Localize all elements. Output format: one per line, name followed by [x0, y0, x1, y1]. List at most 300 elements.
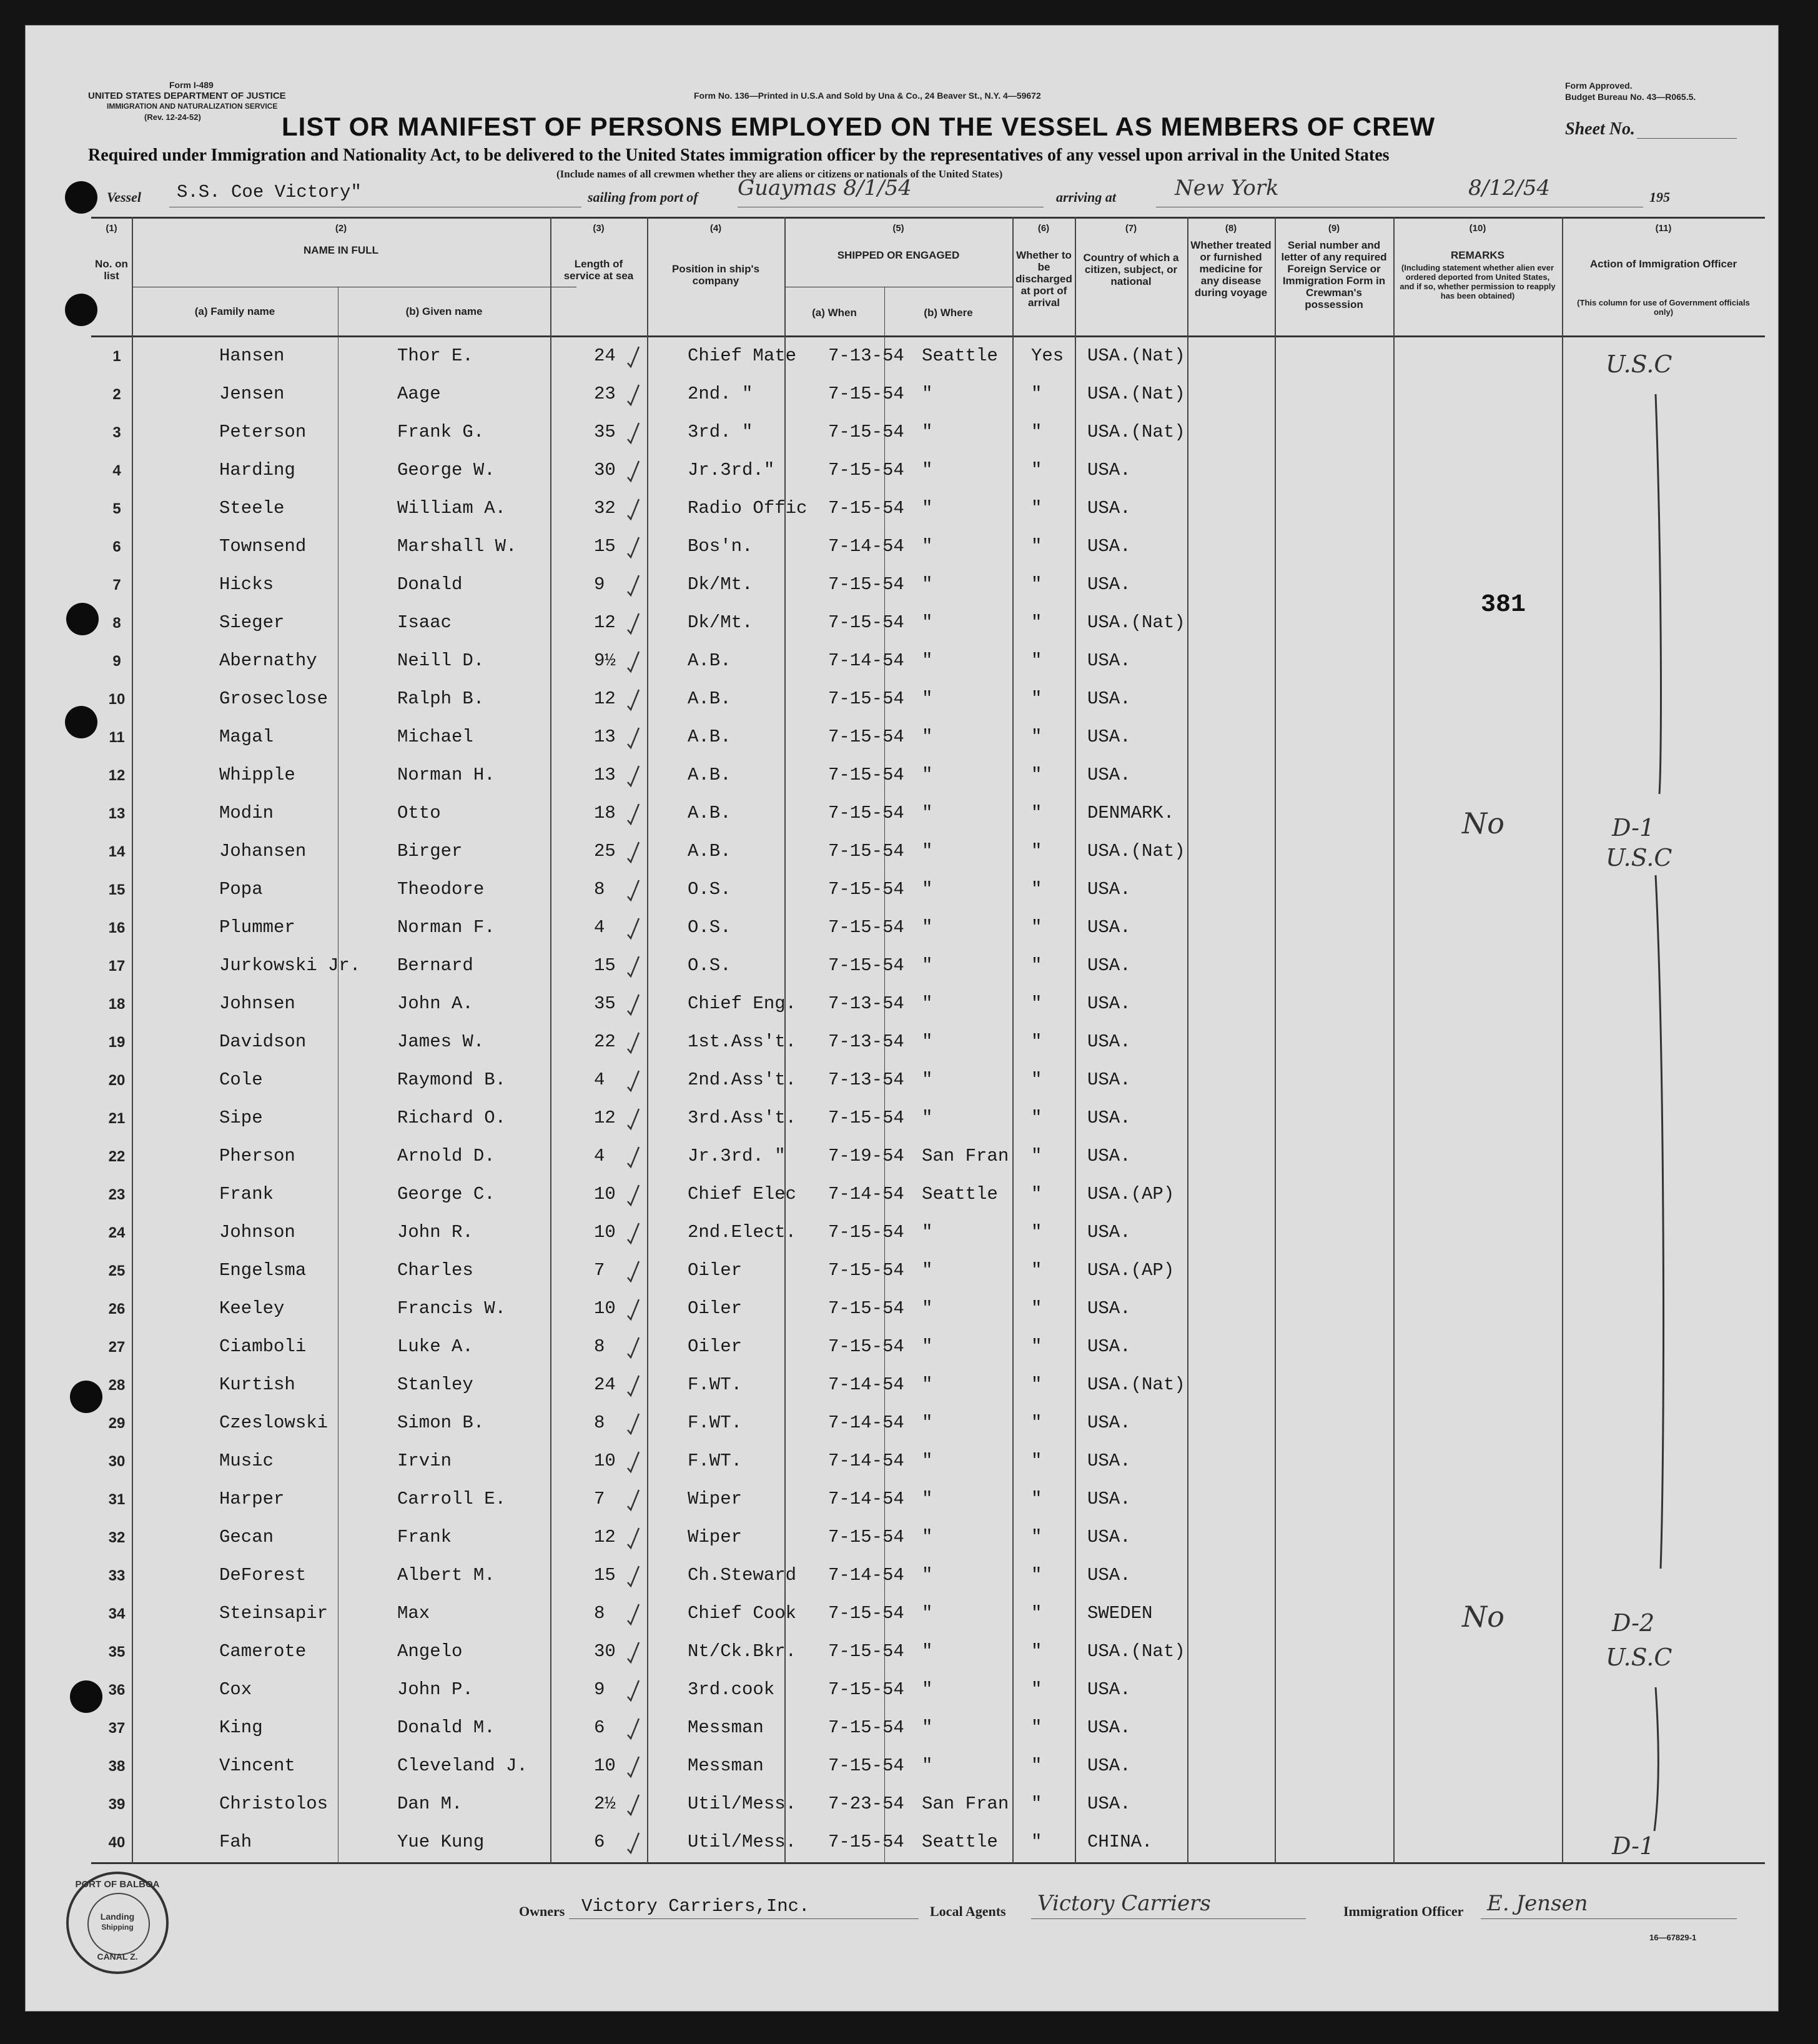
check-mark-icon — [625, 1678, 641, 1703]
cell-country: USA. — [1087, 650, 1131, 671]
action-row-35: U.S.C — [1606, 1644, 1672, 1671]
cell-where: Seattle — [922, 1184, 998, 1204]
cell-where: " — [922, 879, 933, 900]
cell-country: SWEDEN — [1087, 1603, 1153, 1624]
row-number: 21 — [108, 1110, 126, 1127]
form-revision: (Rev. 12-24-52) — [144, 112, 201, 122]
cell-where: " — [922, 727, 933, 747]
check-mark-icon — [625, 535, 641, 560]
cell-position: A.B. — [688, 688, 731, 709]
cell-country: USA. — [1087, 1489, 1131, 1509]
cell-when: 7-15-54 — [828, 498, 904, 518]
cell-where: Seattle — [922, 345, 998, 366]
cell-given: John P. — [397, 1679, 473, 1700]
row-number: 27 — [108, 1339, 126, 1356]
col-2-header: NAME IN FULL — [304, 244, 378, 256]
cell-position: A.B. — [688, 650, 731, 671]
cell-service: 4 — [594, 917, 605, 938]
cell-country: USA.(Nat) — [1087, 612, 1185, 633]
cell-family: Jurkowski Jr. — [219, 955, 361, 976]
cell-where: " — [922, 460, 933, 480]
cell-family: Kurtish — [219, 1374, 295, 1395]
cell-where: " — [922, 841, 933, 861]
cell-given: Arnold D. — [397, 1146, 495, 1166]
cell-service: 6 — [594, 1832, 605, 1852]
service-name: IMMIGRATION AND NATURALIZATION SERVICE — [107, 102, 278, 111]
cell-given: John A. — [397, 993, 473, 1014]
cell-where: " — [922, 498, 933, 518]
cell-given: Angelo — [397, 1641, 463, 1662]
owners-label: Owners — [519, 1903, 565, 1919]
check-mark-icon — [625, 916, 641, 941]
col-2a-header: (a) Family name — [194, 305, 275, 317]
cell-family: Frank — [219, 1184, 274, 1204]
cell-given: Norman H. — [397, 765, 495, 785]
col-3-number: (3) — [593, 223, 605, 234]
cell-country: USA.(AP) — [1087, 1260, 1175, 1281]
cell-discharge: " — [1031, 1031, 1042, 1052]
row-number: 15 — [108, 881, 126, 898]
cell-given: Theodore — [397, 879, 485, 900]
cell-where: " — [922, 1108, 933, 1128]
row-number: 35 — [108, 1644, 126, 1660]
cell-position: Jr.3rd." — [688, 460, 775, 480]
cell-position: Util/Mess. — [688, 1832, 797, 1852]
check-mark-icon — [625, 497, 641, 522]
row-number: 38 — [108, 1758, 126, 1775]
cell-given: Raymond B. — [397, 1069, 506, 1090]
cell-when: 7-14-54 — [828, 536, 904, 557]
cell-country: USA. — [1087, 688, 1131, 709]
col-9-header: Serial number and letter of any required Foreign Service or Immigration Form in Crewman's possession — [1281, 239, 1387, 310]
cell-where: " — [922, 917, 933, 938]
cell-service: 24 — [594, 345, 616, 366]
cell-service: 2½ — [594, 1793, 616, 1814]
row-number: 22 — [108, 1148, 126, 1165]
col-10-header: REMARKS — [1451, 249, 1504, 261]
cell-discharge: " — [1031, 460, 1042, 480]
cell-family: Groseclose — [219, 688, 329, 709]
cell-family: Christolos — [219, 1793, 329, 1814]
check-mark-icon — [625, 382, 641, 407]
cell-country: USA. — [1087, 1031, 1131, 1052]
cell-discharge: " — [1031, 727, 1042, 747]
cell-service: 9 — [594, 1679, 605, 1700]
row-number: 19 — [108, 1034, 126, 1051]
cell-position: Dk/Mt. — [688, 574, 753, 595]
cell-given: Dan M. — [397, 1793, 463, 1814]
check-mark-icon — [625, 1335, 641, 1360]
cell-discharge: " — [1031, 917, 1042, 938]
row-number: 26 — [108, 1301, 126, 1317]
row-number: 32 — [108, 1529, 126, 1546]
cell-service: 8 — [594, 1336, 605, 1357]
cell-discharge: " — [1031, 1451, 1042, 1471]
row-number: 25 — [108, 1263, 126, 1279]
form-code: 16—67829-1 — [1649, 1933, 1697, 1942]
cell-family: Popa — [219, 879, 263, 900]
cell-when: 7-14-54 — [828, 1374, 904, 1395]
cell-where: " — [922, 765, 933, 785]
cell-position: 3rd.cook — [688, 1679, 775, 1700]
check-mark-icon — [625, 1640, 641, 1665]
cell-where: " — [922, 1755, 933, 1776]
cell-service: 23 — [594, 384, 616, 404]
cell-position: Wiper — [688, 1489, 743, 1509]
cell-country: USA.(Nat) — [1087, 384, 1185, 404]
cell-service: 6 — [594, 1717, 605, 1738]
cell-given: Luke A. — [397, 1336, 473, 1357]
cell-when: 7-15-54 — [828, 1603, 904, 1624]
action-row-40: D-1 — [1612, 1832, 1655, 1860]
cell-country: USA. — [1087, 1451, 1131, 1471]
cell-discharge: " — [1031, 1755, 1042, 1776]
row-number: 4 — [112, 462, 121, 479]
cell-position: Chief Cook — [688, 1603, 797, 1624]
cell-when: 7-15-54 — [828, 803, 904, 823]
cell-country: USA. — [1087, 1793, 1131, 1814]
cell-country: USA.(Nat) — [1087, 345, 1185, 366]
row-number: 7 — [112, 577, 121, 593]
col-4-number: (4) — [709, 223, 722, 234]
cell-service: 12 — [594, 1108, 616, 1128]
arriving-label: arriving at — [1056, 189, 1116, 205]
col-5-header: SHIPPED OR ENGAGED — [837, 249, 960, 261]
cell-discharge: " — [1031, 1222, 1042, 1243]
cell-discharge: " — [1031, 879, 1042, 900]
cell-when: 7-14-54 — [828, 650, 904, 671]
cell-country: USA. — [1087, 1336, 1131, 1357]
cell-country: CHINA. — [1087, 1832, 1153, 1852]
cell-discharge: " — [1031, 1641, 1042, 1662]
cell-position: A.B. — [688, 841, 731, 861]
check-mark-icon — [625, 420, 641, 445]
cell-position: A.B. — [688, 727, 731, 747]
cell-discharge: " — [1031, 1298, 1042, 1319]
cell-given: George W. — [397, 460, 495, 480]
cell-country: USA. — [1087, 1755, 1131, 1776]
cell-where: " — [922, 536, 933, 557]
cell-given: Frank G. — [397, 422, 485, 442]
cell-position: F.WT. — [688, 1412, 743, 1433]
cell-when: 7-14-54 — [828, 1489, 904, 1509]
cell-when: 7-15-54 — [828, 574, 904, 595]
cell-family: Davidson — [219, 1031, 307, 1052]
cell-country: USA. — [1087, 1146, 1131, 1166]
year-suffix: 195 — [1649, 189, 1670, 205]
cell-when: 7-23-54 — [828, 1793, 904, 1814]
cell-where: " — [922, 612, 933, 633]
col-7-number: (7) — [1125, 223, 1137, 234]
cell-family: Harper — [219, 1489, 285, 1509]
row-number: 5 — [112, 500, 121, 517]
cell-family: Modin — [219, 803, 274, 823]
col-11-header: Action of Immigration Officer — [1589, 258, 1737, 270]
cell-where: " — [922, 1069, 933, 1090]
cell-service: 9 — [594, 574, 605, 595]
cell-when: 7-14-54 — [828, 1451, 904, 1471]
include-note: (Include names of all crewmen whether they are aliens or citizens or nationals of the United States) — [556, 168, 1003, 180]
check-mark-icon — [625, 1144, 641, 1169]
punch-hole — [66, 603, 99, 635]
cell-discharge: " — [1031, 765, 1042, 785]
cell-position: Chief Eng. — [688, 993, 797, 1014]
form-approved: Form Approved. — [1565, 81, 1633, 91]
cell-position: Jr.3rd. " — [688, 1146, 786, 1166]
col-5b-header: (b) Where — [924, 307, 973, 319]
cell-where: " — [922, 955, 933, 976]
check-mark-icon — [625, 1602, 641, 1627]
cell-given: George C. — [397, 1184, 495, 1204]
cell-where: Seattle — [922, 1832, 998, 1852]
cell-family: Pherson — [219, 1146, 295, 1166]
cell-when: 7-15-54 — [828, 727, 904, 747]
cell-when: 7-15-54 — [828, 612, 904, 633]
cell-family: Johnsen — [219, 993, 295, 1014]
cell-service: 35 — [594, 422, 616, 442]
cell-family: King — [219, 1717, 263, 1738]
cell-country: USA.(Nat) — [1087, 841, 1185, 861]
cell-family: Townsend — [219, 536, 307, 557]
cell-service: 13 — [594, 765, 616, 785]
cell-family: Magal — [219, 727, 274, 747]
cell-position: 3rd.Ass't. — [688, 1108, 797, 1128]
check-mark-icon — [625, 1716, 641, 1741]
cell-where: " — [922, 650, 933, 671]
col-2b-header: (b) Given name — [405, 305, 483, 317]
cell-service: 8 — [594, 1412, 605, 1433]
cell-family: Camerote — [219, 1641, 307, 1662]
cell-given: Norman F. — [397, 917, 495, 938]
cell-position: Oiler — [688, 1298, 743, 1319]
cell-country: USA. — [1087, 1412, 1131, 1433]
check-mark-icon — [625, 1183, 641, 1208]
stamp-mid-1: Landing — [100, 1912, 135, 1922]
cell-country: USA. — [1087, 536, 1131, 557]
cell-family: Harding — [219, 460, 295, 480]
cell-service: 32 — [594, 498, 616, 518]
cell-when: 7-15-54 — [828, 1222, 904, 1243]
cell-service: 15 — [594, 1565, 616, 1585]
cell-discharge: " — [1031, 1336, 1042, 1357]
cell-where: " — [922, 1031, 933, 1052]
cell-family: Gecan — [219, 1527, 274, 1547]
cell-position: A.B. — [688, 765, 731, 785]
check-mark-icon — [625, 1297, 641, 1322]
check-mark-icon — [625, 573, 641, 598]
cell-family: Johansen — [219, 841, 307, 861]
cell-service: 12 — [594, 688, 616, 709]
col-8-header: Whether treated or furnished medicine for any disease during voyage — [1190, 239, 1272, 299]
check-mark-icon — [625, 1030, 641, 1055]
row-number: 18 — [108, 996, 126, 1013]
cell-when: 7-13-54 — [828, 1069, 904, 1090]
cell-country: USA. — [1087, 765, 1131, 785]
check-mark-icon — [625, 1830, 641, 1855]
cell-discharge: " — [1031, 1793, 1042, 1814]
cell-country: DENMARK. — [1087, 803, 1175, 823]
cell-where: San Fran — [922, 1146, 1009, 1166]
cell-when: 7-15-54 — [828, 1260, 904, 1281]
row-number: 12 — [108, 767, 126, 784]
cell-when: 7-15-54 — [828, 384, 904, 404]
cell-service: 12 — [594, 1527, 616, 1547]
check-mark-icon — [625, 1221, 641, 1246]
cell-position: 2nd.Elect. — [688, 1222, 797, 1243]
cell-service: 10 — [594, 1184, 616, 1204]
cell-when: 7-13-54 — [828, 1031, 904, 1052]
cell-service: 25 — [594, 841, 616, 861]
cell-discharge: " — [1031, 688, 1042, 709]
action-row-1: U.S.C — [1606, 350, 1672, 378]
cell-when: 7-15-54 — [828, 1755, 904, 1776]
cell-country: USA. — [1087, 1108, 1131, 1128]
cell-where: " — [922, 1412, 933, 1433]
cell-discharge: " — [1031, 650, 1042, 671]
cell-family: Engelsma — [219, 1260, 307, 1281]
agents-signature: Victory Carriers — [1037, 1891, 1211, 1916]
check-mark-icon — [625, 687, 641, 712]
col-7-header: Country of which a citizen, subject, or national — [1083, 252, 1179, 287]
cell-where: " — [922, 1641, 933, 1662]
cell-position: O.S. — [688, 879, 731, 900]
cell-service: 7 — [594, 1260, 605, 1281]
cell-country: USA. — [1087, 955, 1131, 976]
cell-discharge: " — [1031, 1717, 1042, 1738]
punch-hole — [65, 706, 97, 738]
row-number: 11 — [109, 729, 125, 746]
col-4-header: Position in ship's company — [671, 263, 760, 287]
remark-row-13: No — [1462, 806, 1504, 840]
cell-discharge: " — [1031, 1603, 1042, 1624]
cell-country: USA. — [1087, 1679, 1131, 1700]
row-number: 40 — [108, 1834, 126, 1851]
cell-service: 13 — [594, 727, 616, 747]
row-number: 2 — [112, 386, 121, 403]
col-9-number: (9) — [1328, 223, 1340, 234]
cell-given: Albert M. — [397, 1565, 495, 1585]
cell-when: 7-15-54 — [828, 841, 904, 861]
cell-given: Charles — [397, 1260, 473, 1281]
cell-given: Neill D. — [397, 650, 485, 671]
cell-position: 2nd. " — [688, 384, 753, 404]
cell-where: " — [922, 422, 933, 442]
cell-family: Jensen — [219, 384, 285, 404]
col-5a-header: (a) When — [812, 307, 857, 319]
cell-given: Marshall W. — [397, 536, 517, 557]
cell-position: Bos'n. — [688, 536, 753, 557]
cell-when: 7-14-54 — [828, 1412, 904, 1433]
cell-country: USA. — [1087, 1222, 1131, 1243]
cell-when: 7-13-54 — [828, 993, 904, 1014]
row-number: 33 — [108, 1567, 126, 1584]
check-mark-icon — [625, 801, 641, 826]
check-mark-icon — [625, 1487, 641, 1512]
cell-discharge: " — [1031, 955, 1042, 976]
cell-when: 7-15-54 — [828, 1679, 904, 1700]
cell-family: Keeley — [219, 1298, 285, 1319]
cell-country: USA. — [1087, 917, 1131, 938]
cell-service: 10 — [594, 1298, 616, 1319]
cell-country: USA.(Nat) — [1087, 1641, 1185, 1662]
cell-service: 15 — [594, 955, 616, 976]
check-mark-icon — [625, 1754, 641, 1779]
cell-position: 1st.Ass't. — [688, 1031, 797, 1052]
cell-when: 7-15-54 — [828, 955, 904, 976]
cell-where: " — [922, 1717, 933, 1738]
cell-where: " — [922, 1222, 933, 1243]
cell-service: 30 — [594, 1641, 616, 1662]
row-number: 16 — [108, 920, 126, 936]
cell-discharge: " — [1031, 1108, 1042, 1128]
cell-discharge: " — [1031, 498, 1042, 518]
cell-position: 2nd.Ass't. — [688, 1069, 797, 1090]
cell-family: Steele — [219, 498, 285, 518]
cell-service: 8 — [594, 879, 605, 900]
officer-label: Immigration Officer — [1343, 1903, 1464, 1919]
cell-given: Simon B. — [397, 1412, 485, 1433]
cell-country: USA.(Nat) — [1087, 422, 1185, 442]
cell-country: USA.(Nat) — [1087, 1374, 1185, 1395]
cell-where: " — [922, 1603, 933, 1624]
cell-service: 4 — [594, 1146, 605, 1166]
cell-position: Messman — [688, 1755, 764, 1776]
cell-family: Ciamboli — [219, 1336, 307, 1357]
row-number: 13 — [108, 805, 126, 822]
cell-when: 7-15-54 — [828, 422, 904, 442]
check-mark-icon — [625, 1068, 641, 1093]
cell-given: Otto — [397, 803, 441, 823]
cell-position: Messman — [688, 1717, 764, 1738]
col-2-number: (2) — [335, 223, 347, 234]
stamp-mid-2: Shipping — [101, 1923, 134, 1932]
row-number: 28 — [108, 1377, 126, 1394]
cell-discharge: " — [1031, 1146, 1042, 1166]
cell-service: 10 — [594, 1755, 616, 1776]
cell-discharge: " — [1031, 1412, 1042, 1433]
cell-family: Cox — [219, 1679, 252, 1700]
stamp-top-text: PORT OF BALBOA — [75, 1879, 160, 1890]
col-8-number: (8) — [1225, 223, 1237, 234]
agents-label: Local Agents — [930, 1903, 1006, 1919]
cell-position: Nt/Ck.Bkr. — [688, 1641, 797, 1662]
cell-discharge: " — [1031, 536, 1042, 557]
cell-discharge: " — [1031, 1832, 1042, 1852]
check-mark-icon — [625, 725, 641, 750]
row-number: 1 — [112, 348, 121, 365]
cell-family: Sipe — [219, 1108, 263, 1128]
stamp-bottom-text: CANAL Z. — [97, 1952, 138, 1962]
cell-position: F.WT. — [688, 1451, 743, 1471]
cell-given: Francis W. — [397, 1298, 506, 1319]
arrival-date: 8/12/54 — [1468, 176, 1551, 201]
cell-given: Yue Kung — [397, 1832, 485, 1852]
cell-service: 10 — [594, 1222, 616, 1243]
row-number: 8 — [112, 615, 121, 632]
officer-signature: E. Jensen — [1487, 1891, 1588, 1916]
cell-family: Steinsapir — [219, 1603, 329, 1624]
cell-where: " — [922, 688, 933, 709]
cell-where: " — [922, 1451, 933, 1471]
cell-service: 7 — [594, 1489, 605, 1509]
cell-where: " — [922, 384, 933, 404]
col-10-note: (Including statement whether alien ever ordered deported from United States, and if so, whether permission to reapply has been obtained) — [1400, 263, 1556, 300]
cell-position: Util/Mess. — [688, 1793, 797, 1814]
owners-value: Victory Carriers,Inc. — [581, 1896, 810, 1917]
cell-when: 7-15-54 — [828, 879, 904, 900]
cell-country: USA.(AP) — [1087, 1184, 1175, 1204]
check-mark-icon — [625, 1411, 641, 1436]
